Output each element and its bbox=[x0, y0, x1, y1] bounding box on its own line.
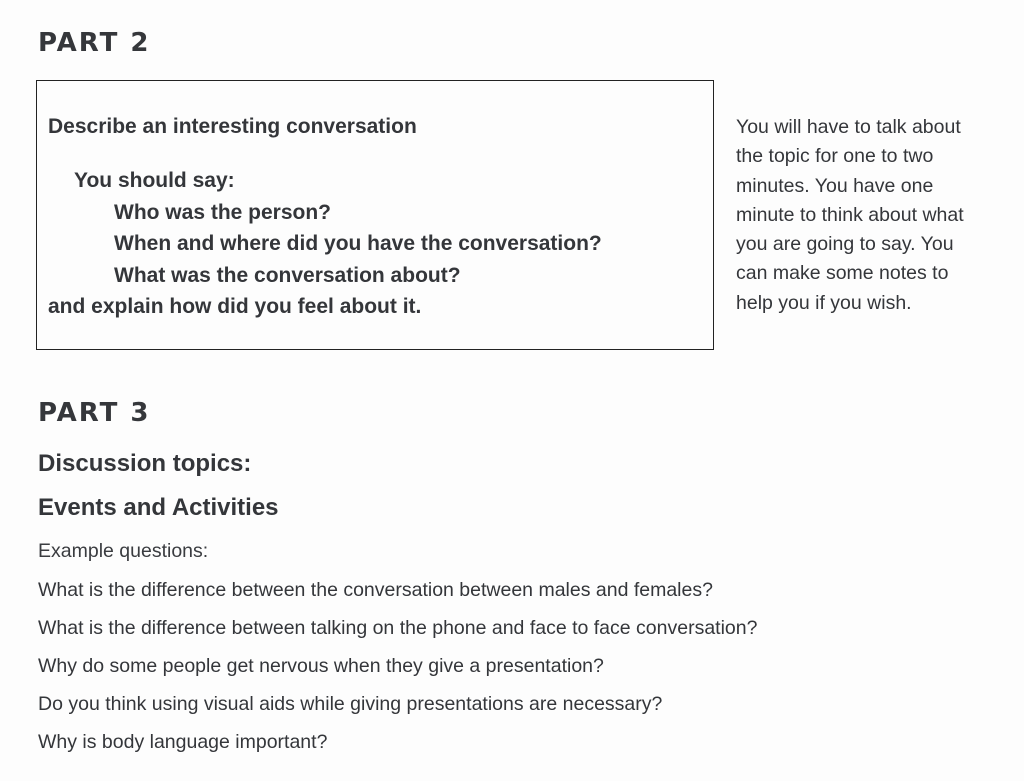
instructions-line: can make some notes to bbox=[736, 262, 949, 285]
instructions-line: You will have to talk about bbox=[736, 116, 961, 138]
cue-card bbox=[36, 80, 714, 350]
instructions-line: help you if you wish. bbox=[736, 291, 912, 314]
you-should-say-label: You should say: bbox=[74, 169, 235, 192]
part3-heading: PART 3 bbox=[38, 398, 151, 428]
list-item: What is the difference between the conversation between males and females? bbox=[38, 579, 713, 601]
topic-heading: Events and Activities bbox=[38, 494, 279, 521]
cue-card-question: Who was the person? bbox=[114, 201, 332, 224]
cue-card-question: When and where did you have the conversation? bbox=[114, 232, 602, 255]
part2-heading: PART 2 bbox=[38, 28, 151, 58]
example-questions-label: Example questions: bbox=[38, 540, 209, 562]
list-item: What is the difference between talking on the phone and face to face conversation? bbox=[38, 617, 758, 639]
list-item: Do you think using visual aids while giving presentations are necessary? bbox=[38, 693, 663, 715]
instructions-line: minute to think about what bbox=[736, 203, 964, 226]
list-item: Why do some people get nervous when they give a presentation? bbox=[38, 655, 604, 677]
question-list bbox=[38, 576, 757, 766]
cue-card-explain: and explain how did you feel about it. bbox=[48, 295, 422, 318]
cue-card-title: Describe an interesting conversation bbox=[48, 115, 417, 138]
instructions-line: the topic for one to two bbox=[736, 145, 934, 168]
list-item: Why is body language important? bbox=[38, 731, 328, 753]
part2-instructions bbox=[736, 113, 1006, 318]
cue-card-question: What was the conversation about? bbox=[114, 264, 461, 287]
discussion-topics-heading: Discussion topics: bbox=[38, 450, 252, 477]
instructions-line: you are going to say. You bbox=[736, 233, 954, 256]
instructions-line: minutes. You have one bbox=[736, 174, 934, 197]
